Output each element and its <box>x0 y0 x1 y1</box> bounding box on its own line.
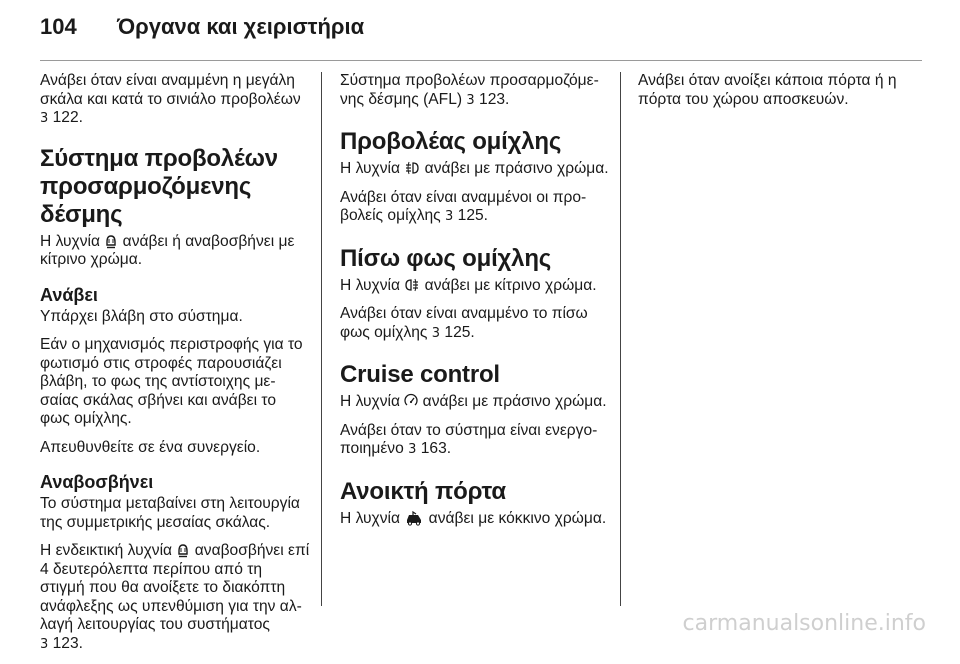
page-reference-icon: 3 <box>40 111 49 126</box>
paragraph: Ανάβει όταν είναι αναμμένο το πίσω φως ομίχλης 3 125. <box>340 305 588 341</box>
paragraph: Ανάβει όταν το σύστημα είναι ενεργο- ποιημένο 3 163. <box>340 421 598 457</box>
paragraph: Η λυχνία ανάβει με κόκκινο χρώμα. <box>340 509 607 527</box>
paragraph: Η ενδεικτική λυχνία αναβοσβήνει επί 4 δευτερόλεπτα περίπου από τη στιγμή που θα ανοίξετε το διακόπτη ανάφλεξης ως υπενθύμιση για την αλ- λαγή λειτουργίας του συστήματος 3 123. <box>40 542 310 652</box>
paragraph: Η λυχνία ανάβει με κίτρινο χρώμα. <box>340 276 597 294</box>
afl-lamp-icon <box>176 542 190 558</box>
paragraph: Ανάβει όταν είναι αναμμένοι οι προ- βολείς ομίχλης 3 125. <box>340 188 587 224</box>
cruise-control-icon <box>404 393 418 409</box>
column-3 <box>638 72 908 119</box>
rear-fog-lamp-icon <box>404 277 420 293</box>
paragraph: Ανάβει όταν ανοίξει κάποια πόρτα ή η πόρτα του χώρου αποσκευών. <box>638 72 897 108</box>
page-number: 104 <box>40 14 77 39</box>
section-heading: Πίσω φως ομίχλης <box>340 244 552 272</box>
paragraph: Υπάρχει βλάβη στο σύστημα. <box>40 307 243 325</box>
section-heading: Σύστημα προβολέων προσαρμοζόμενης δέσμης <box>40 144 278 228</box>
paragraph: Η λυχνία ανάβει ή αναβοσβήνει με κίτρινο χρώμα. <box>40 232 295 268</box>
page-title: Όργανα και χειριστήρια <box>117 14 365 39</box>
subsection-heading: Ανάβει <box>40 284 98 305</box>
page-header <box>0 0 960 60</box>
paragraph: Εάν ο μηχανισμός περιστροφής για το φωτισμό στις στροφές παρουσιάζει βλάβη, το φως της αντίστοιχης με- σαίας σκάλας σβήνει και ανάβει το φως ομίχλης. <box>40 336 303 427</box>
column-divider <box>620 72 621 606</box>
paragraph: Το σύστημα μεταβαίνει στη λειτουργία της συμμετρικής μεσαίας σκάλας. <box>40 495 300 531</box>
section-heading: Ανοικτή πόρτα <box>340 477 506 505</box>
paragraph: Η λυχνία ανάβει με πράσινο χρώμα. <box>340 393 607 410</box>
page-reference-icon: 3 <box>40 636 49 652</box>
afl-lamp-icon <box>104 233 118 249</box>
paragraph: Απευθυνθείτε σε ένα συνεργείο. <box>40 438 261 456</box>
paragraph: Σύστημα προβολέων προσαρμοζόμε- νης δέσμης (AFL) 3 123. <box>340 72 599 108</box>
column-1 <box>40 72 310 664</box>
page-reference-icon: 3 <box>408 442 417 457</box>
section-heading: Cruise control <box>340 361 500 388</box>
front-fog-lamp-icon <box>404 160 420 176</box>
door-open-icon <box>404 510 424 526</box>
column-divider <box>321 72 322 606</box>
watermark: carmanualsonline.info <box>682 611 926 636</box>
paragraph: Η λυχνία ανάβει με πράσινο χρώμα. <box>340 160 609 177</box>
subsection-heading: Αναβοσβήνει <box>40 472 154 492</box>
page-reference-icon: 3 <box>431 325 441 341</box>
section-heading: Προβολέας ομίχλης <box>340 128 562 155</box>
paragraph: Ανάβει όταν είναι αναμμένη η μεγάλη σκάλα και κατά το σινιάλο προβολέων 3 122. <box>40 72 301 126</box>
column-2 <box>340 72 610 538</box>
header-rule <box>40 60 922 61</box>
page-reference-icon: 3 <box>466 92 475 108</box>
page-reference-icon: 3 <box>445 209 454 224</box>
